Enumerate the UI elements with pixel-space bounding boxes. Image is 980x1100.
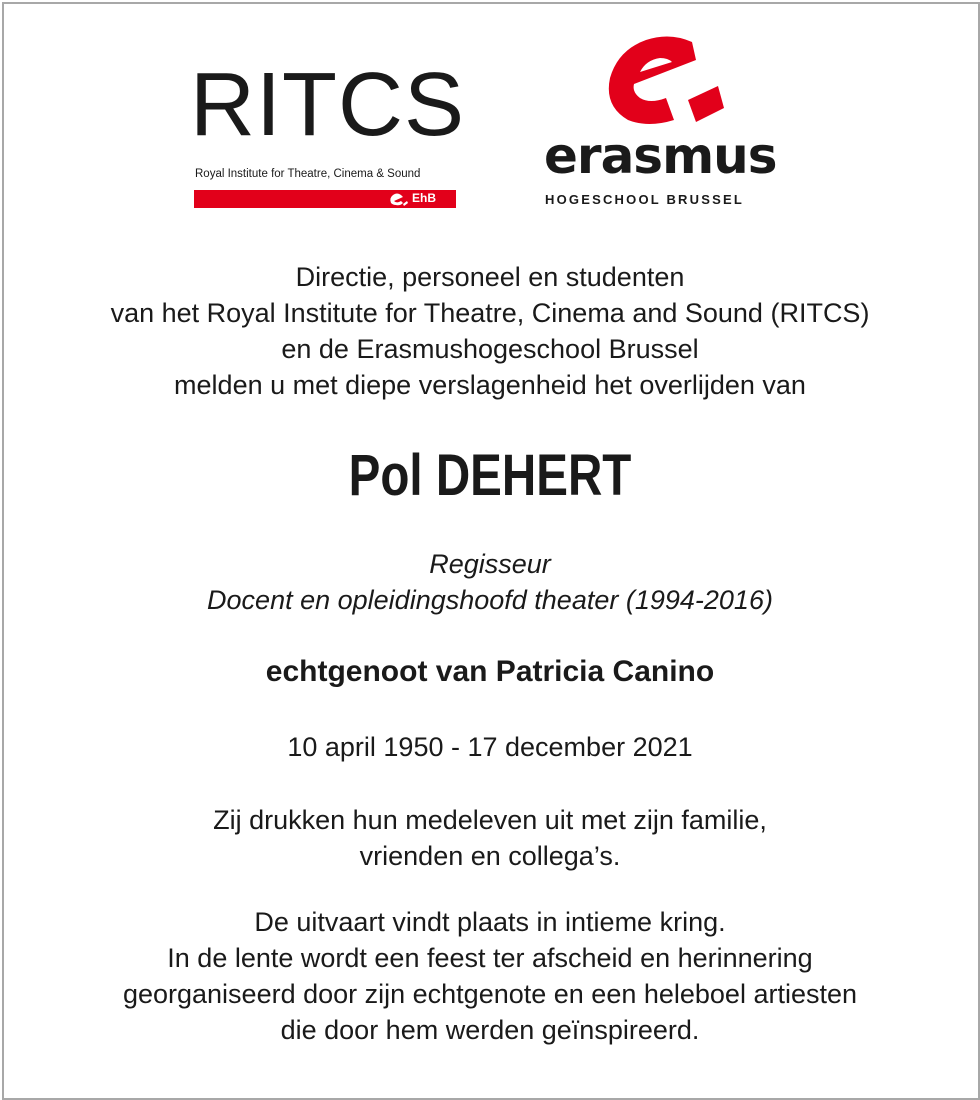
intro-line: melden u met diepe verslagenheid het overlijden van (174, 370, 806, 400)
intro-line: Directie, personeel en studenten (295, 262, 685, 292)
erasmus-logo-wordmark: erasmus (544, 127, 777, 185)
ritcs-logo-bar (194, 190, 456, 208)
spouse-line: echtgenoot van Patricia Canino (265, 655, 715, 688)
funeral-line: De uitvaart vindt plaats in intieme kring. (254, 907, 726, 937)
erasmus-e-icon (600, 36, 724, 124)
condolence-line: vrienden en collega’s. (359, 841, 621, 871)
dates-line: 10 april 1950 - 17 december 2021 (287, 732, 693, 762)
intro-line: van het Royal Institute for Theatre, Cinema and Sound (RITCS) (110, 298, 870, 328)
intro-paragraph (0, 259, 980, 403)
funeral-line: die door hem werden geïnspireerd. (280, 1015, 700, 1045)
condolence-paragraph (0, 802, 980, 874)
funeral-line: georganiseerd door zijn echtgenote en een heleboel artiesten (122, 979, 858, 1009)
life-dates (0, 729, 980, 765)
role-line: Regisseur (429, 549, 551, 579)
erasmus-logo-subtitle: HOGESCHOOL BRUSSEL (545, 192, 744, 207)
role-line: Docent en opleidingshoofd theater (1994-2016) (207, 585, 773, 615)
ritcs-logo-badge: EhB (412, 191, 436, 205)
intro-line: en de Erasmushogeschool Brussel (281, 334, 699, 364)
ritcs-logo (190, 55, 465, 210)
deceased-name: Pol DEHERT (348, 443, 632, 508)
ritcs-logo-subtitle: Royal Institute for Theatre, Cinema & Sound (195, 168, 421, 180)
ritcs-logo-wordmark: RITCS (190, 55, 465, 155)
funeral-line: In de lente wordt een feest ter afscheid en herinnering (167, 943, 813, 973)
ehb-e-icon (388, 192, 408, 207)
erasmus-logo (540, 36, 782, 216)
roles (0, 546, 980, 618)
funeral-paragraph (0, 904, 980, 1048)
condolence-line: Zij drukken hun medeleven uit met zijn familie, (213, 805, 767, 835)
